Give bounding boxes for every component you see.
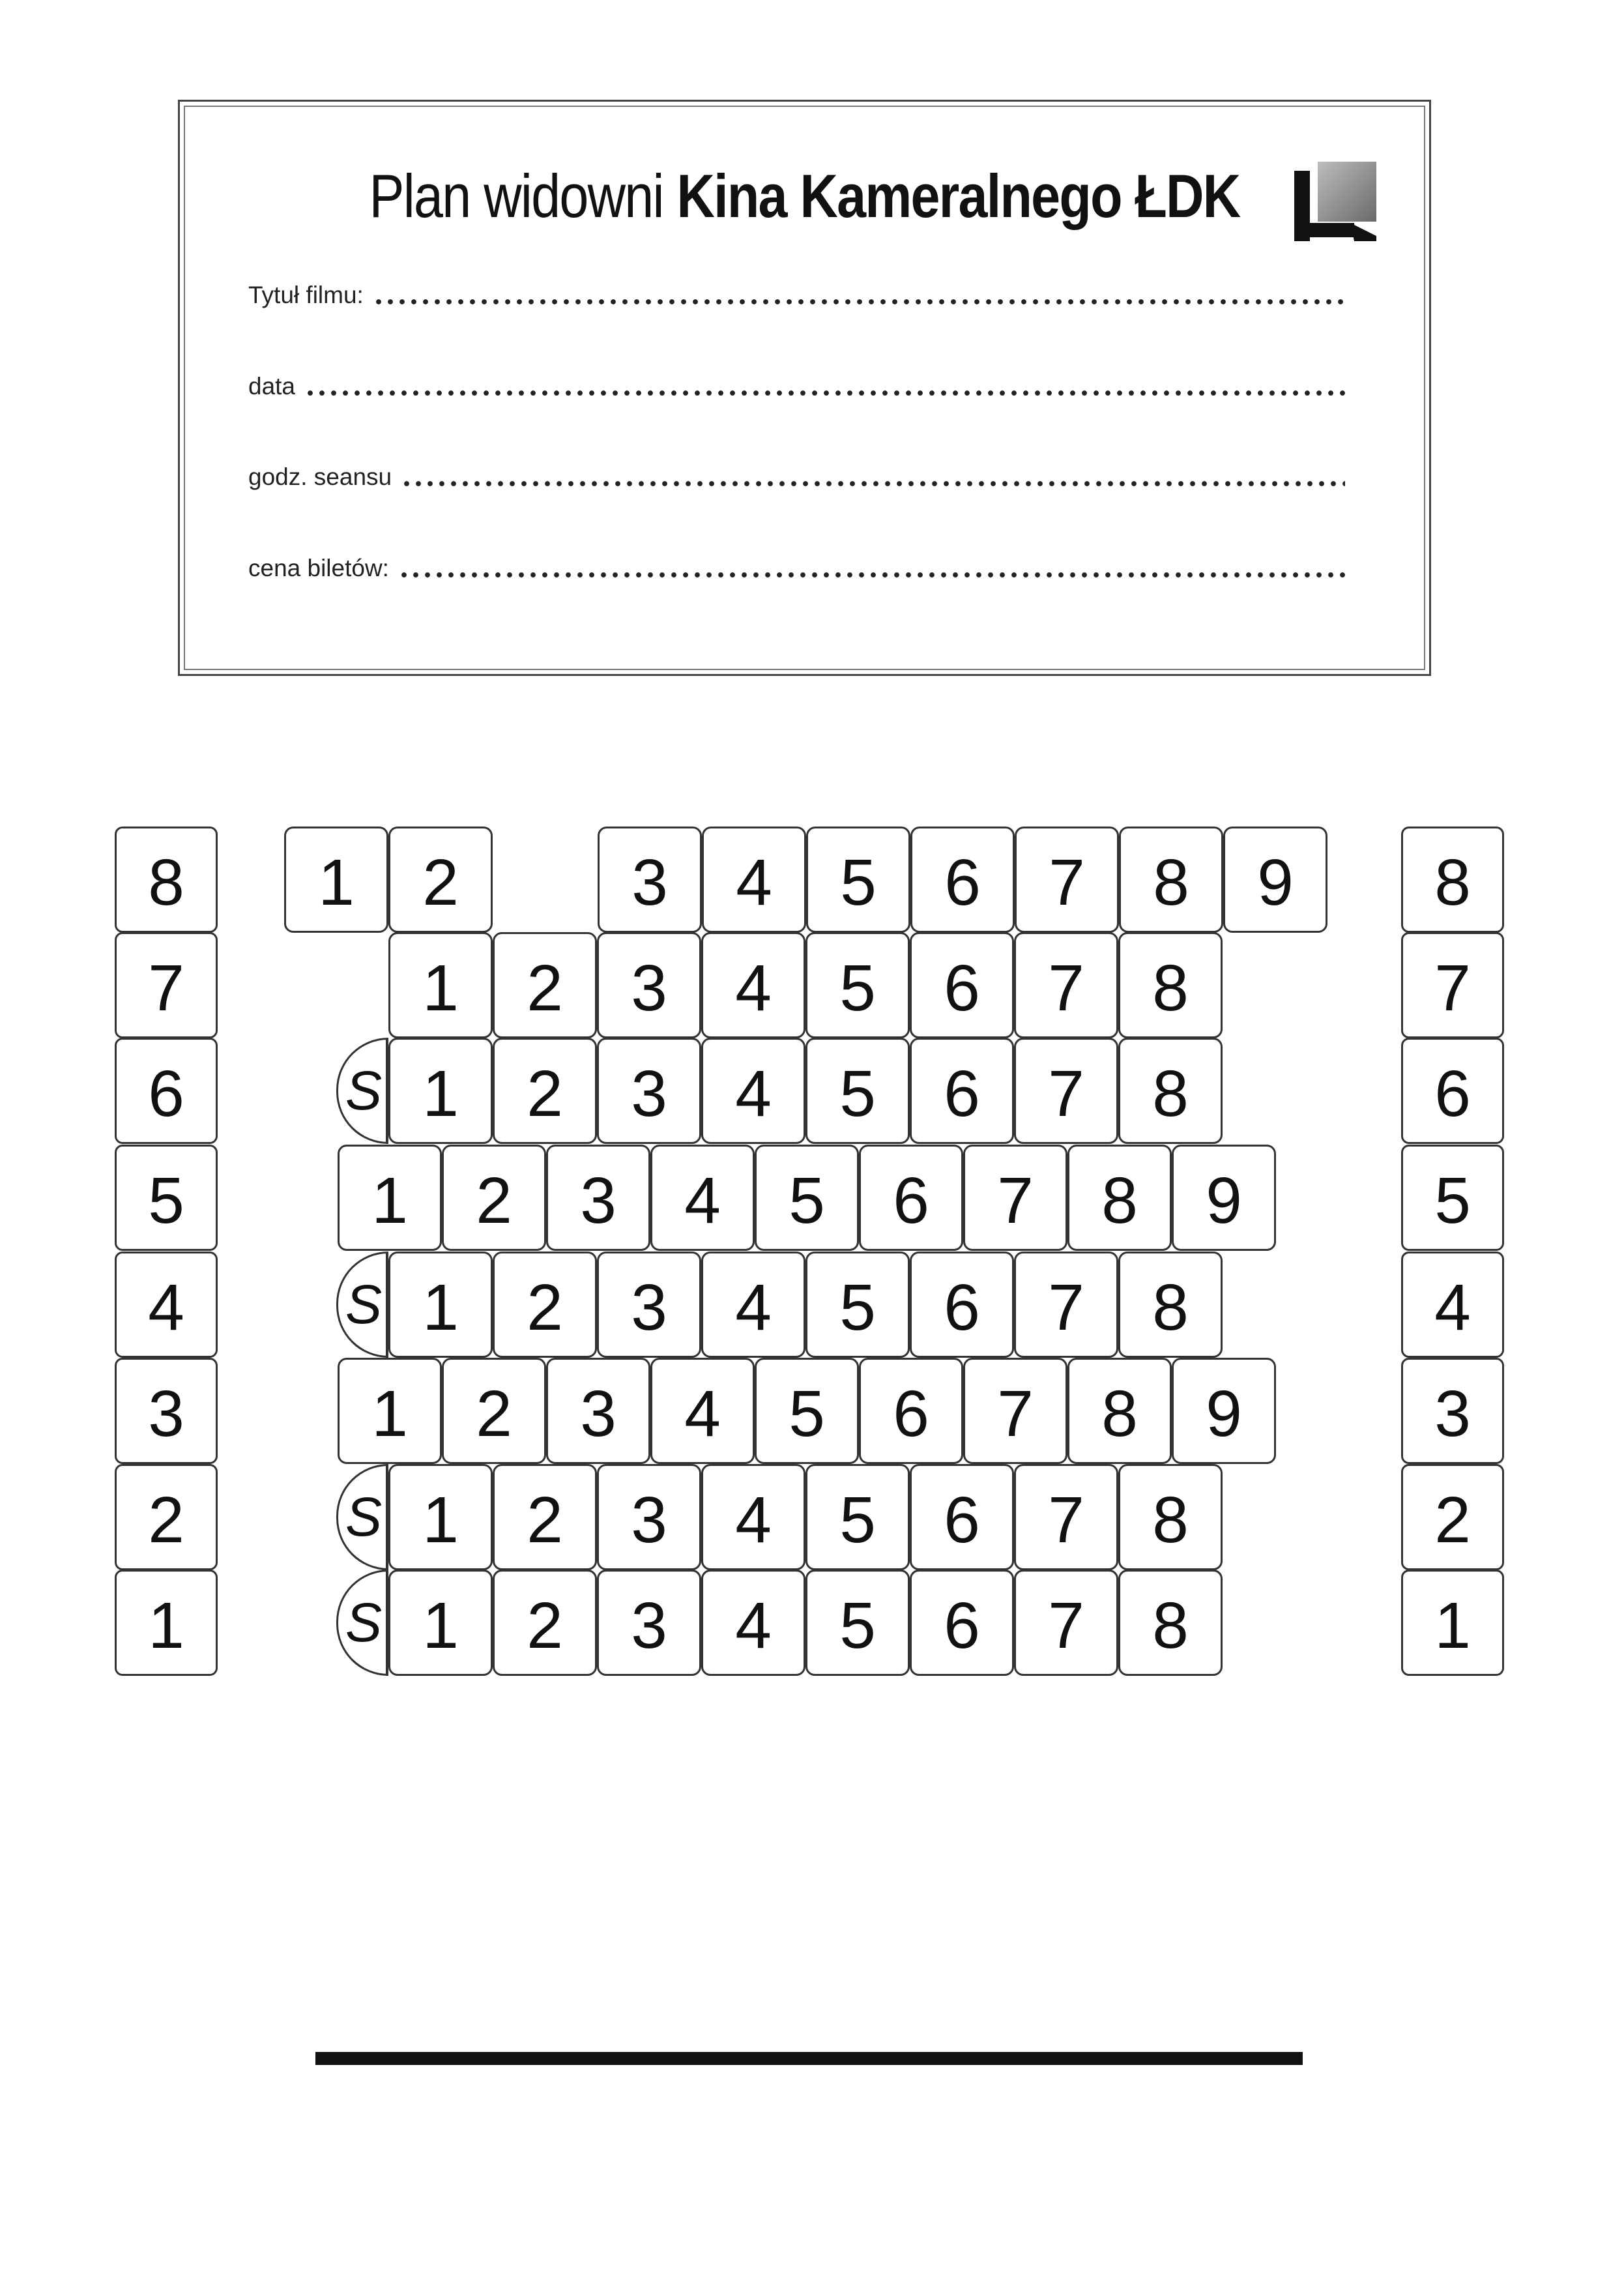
seat[interactable] <box>597 932 701 1038</box>
seat-number: 3 <box>631 1271 667 1344</box>
seat-number: 5 <box>789 1164 825 1237</box>
seat[interactable] <box>284 827 388 933</box>
seat[interactable] <box>597 1464 701 1570</box>
row-label-left-number: 4 <box>148 1271 184 1344</box>
seat[interactable] <box>1014 1464 1118 1570</box>
seat-number: 7 <box>1049 846 1085 919</box>
seat-number: 1 <box>318 846 355 919</box>
seat[interactable] <box>388 932 493 1038</box>
field-showtime-dots <box>401 480 1345 487</box>
seat-number: 4 <box>735 1271 772 1344</box>
seat[interactable] <box>910 1038 1014 1144</box>
seat[interactable] <box>1172 1145 1276 1251</box>
seat-number: 8 <box>1101 1164 1138 1237</box>
seat[interactable] <box>1118 1464 1223 1570</box>
row-label-right <box>1401 1464 1504 1570</box>
seat-number: 7 <box>1048 952 1084 1025</box>
seat-number: 8 <box>1152 1484 1189 1557</box>
seat[interactable] <box>701 1252 805 1358</box>
seat-number: 3 <box>631 1484 667 1557</box>
seat[interactable] <box>1223 827 1327 933</box>
seat-number: 8 <box>1101 1377 1138 1450</box>
seat[interactable] <box>1118 932 1223 1038</box>
seat[interactable] <box>701 1570 805 1676</box>
seat-number: 2 <box>476 1164 512 1237</box>
seat[interactable] <box>388 827 493 933</box>
seat-number: 2 <box>527 1271 563 1344</box>
row-label-left <box>115 1252 218 1358</box>
seat-number: 2 <box>527 1057 563 1130</box>
row-label-right-number: 8 <box>1434 846 1471 919</box>
seat-number: 8 <box>1152 1589 1189 1662</box>
seat-number: 2 <box>476 1377 512 1450</box>
seat[interactable] <box>910 932 1014 1038</box>
seat[interactable] <box>650 1145 755 1251</box>
seat[interactable] <box>701 932 805 1038</box>
seat[interactable] <box>963 1145 1067 1251</box>
seat[interactable] <box>805 1464 910 1570</box>
title-bold: Kina Kameralnego ŁDK <box>676 162 1240 230</box>
seat-number: 3 <box>580 1377 616 1450</box>
title-regular: Plan widowni <box>369 162 677 230</box>
seat[interactable] <box>1015 827 1119 933</box>
seat[interactable] <box>963 1358 1067 1464</box>
seat[interactable] <box>388 1038 493 1144</box>
seat-number: 8 <box>1152 1057 1189 1130</box>
row-label-left <box>115 1145 218 1251</box>
seat-number: 4 <box>736 846 772 919</box>
row-label-right <box>1401 932 1504 1038</box>
seat-number: 3 <box>631 1057 667 1130</box>
seat-number: 5 <box>839 1484 876 1557</box>
seat[interactable] <box>910 1464 1014 1570</box>
seat-number: 6 <box>944 1484 980 1557</box>
row-label-right-number: 7 <box>1434 952 1471 1025</box>
seat-number: 1 <box>422 1589 459 1662</box>
seat-number: 1 <box>422 1271 459 1344</box>
seat[interactable] <box>859 1358 963 1464</box>
special-seat[interactable]: S <box>336 1252 388 1358</box>
seat-number: 7 <box>997 1377 1034 1450</box>
special-seat[interactable]: S <box>336 1464 388 1570</box>
seat[interactable] <box>1067 1358 1172 1464</box>
seat-number: 8 <box>1152 952 1189 1025</box>
seat[interactable] <box>493 1570 597 1676</box>
row-label-left-number: 8 <box>148 846 184 919</box>
field-date[interactable] <box>248 364 1345 400</box>
seat-number: 5 <box>839 1271 876 1344</box>
seat[interactable] <box>546 1358 650 1464</box>
row-label-left <box>115 1038 218 1144</box>
field-showtime-label: godz. seansu <box>248 463 392 490</box>
row-label-left <box>115 1464 218 1570</box>
seat[interactable] <box>805 932 910 1038</box>
row-label-left-number: 6 <box>148 1057 184 1130</box>
seat[interactable] <box>1172 1358 1276 1464</box>
field-title-dots <box>373 299 1345 305</box>
seat-number: 1 <box>371 1377 408 1450</box>
row-label-left-number: 5 <box>148 1164 184 1237</box>
seat-number: 8 <box>1152 1271 1189 1344</box>
seat-number: 4 <box>735 1589 772 1662</box>
seat-number: 8 <box>1153 846 1189 919</box>
field-price[interactable] <box>248 546 1345 582</box>
seat-number: 5 <box>839 1057 876 1130</box>
seat-number: 2 <box>527 1589 563 1662</box>
row-label-right <box>1401 1038 1504 1144</box>
seat[interactable] <box>702 827 806 933</box>
seat-number: 1 <box>371 1164 408 1237</box>
seat-number: 7 <box>1048 1589 1084 1662</box>
seat-number: 7 <box>997 1164 1034 1237</box>
seat[interactable] <box>805 1038 910 1144</box>
row-label-left-number: 2 <box>148 1484 184 1557</box>
row-label-right-number: 5 <box>1434 1164 1471 1237</box>
seat-number: 1 <box>422 1057 459 1130</box>
seat[interactable] <box>597 1252 701 1358</box>
seat[interactable] <box>1067 1145 1172 1251</box>
seat[interactable] <box>859 1145 963 1251</box>
seat[interactable] <box>598 827 702 933</box>
seat[interactable] <box>338 1358 442 1464</box>
field-price-dots <box>398 572 1345 578</box>
seat-number: 2 <box>527 952 563 1025</box>
seat[interactable] <box>493 1038 597 1144</box>
seat-number: 9 <box>1257 846 1294 919</box>
seat-number: 9 <box>1206 1377 1242 1450</box>
seat[interactable] <box>650 1358 755 1464</box>
seat-number: 5 <box>789 1377 825 1450</box>
seat-number: 3 <box>631 952 667 1025</box>
row-label-left-number: 3 <box>148 1377 184 1450</box>
seat-number: 4 <box>684 1377 721 1450</box>
row-label-right-number: 1 <box>1434 1589 1471 1662</box>
seat-number: 6 <box>944 1589 980 1662</box>
seat[interactable] <box>597 1570 701 1676</box>
seat[interactable] <box>388 1252 493 1358</box>
seat[interactable] <box>806 827 910 933</box>
seat-number: 4 <box>684 1164 721 1237</box>
field-price-label: cena biletów: <box>248 555 389 581</box>
row-label-left-number: 1 <box>148 1589 184 1662</box>
field-date-label: data <box>248 373 296 400</box>
seat[interactable] <box>1118 1038 1223 1144</box>
seat[interactable] <box>910 1252 1014 1358</box>
row-label-right <box>1401 1145 1504 1251</box>
row-label-right <box>1401 827 1504 933</box>
row-label-right-number: 2 <box>1434 1484 1471 1557</box>
seat[interactable] <box>1014 1570 1118 1676</box>
special-seat[interactable]: S <box>336 1038 388 1144</box>
seat-number: 6 <box>944 846 981 919</box>
row-label-right-number: 6 <box>1434 1057 1471 1130</box>
seat-number: 7 <box>1048 1484 1084 1557</box>
row-label-right <box>1401 1358 1504 1464</box>
seat[interactable] <box>1118 1252 1223 1358</box>
seat[interactable] <box>805 1570 910 1676</box>
seat[interactable] <box>755 1358 859 1464</box>
header-box <box>178 100 1431 676</box>
seat[interactable] <box>1118 1570 1223 1676</box>
row-label-left <box>115 1358 218 1464</box>
seat[interactable] <box>910 827 1015 933</box>
ldk-logo-icon <box>1292 158 1379 242</box>
seat[interactable] <box>388 1464 493 1570</box>
seat-number: 6 <box>893 1377 929 1450</box>
field-title-label: Tytuł filmu: <box>248 282 364 308</box>
row-label-right-number: 4 <box>1434 1271 1471 1344</box>
special-seat[interactable]: S <box>336 1570 388 1676</box>
seat[interactable] <box>910 1570 1014 1676</box>
seat-number: 5 <box>840 846 877 919</box>
seat-number: 2 <box>422 846 459 919</box>
seat[interactable] <box>597 1038 701 1144</box>
row-label-left <box>115 932 218 1038</box>
seat-number: 9 <box>1206 1164 1242 1237</box>
seat[interactable] <box>1119 827 1223 933</box>
seat[interactable] <box>493 1464 597 1570</box>
seat-number: 5 <box>839 1589 876 1662</box>
seat-number: 4 <box>735 1057 772 1130</box>
seat[interactable] <box>1014 1252 1118 1358</box>
row-label-right <box>1401 1252 1504 1358</box>
seat-number: 3 <box>631 1589 667 1662</box>
seat-number: 1 <box>422 1484 459 1557</box>
seat-number: 7 <box>1048 1057 1084 1130</box>
row-label-right-number: 3 <box>1434 1377 1471 1450</box>
seat[interactable] <box>1014 1038 1118 1144</box>
seat-number: 6 <box>944 1057 980 1130</box>
seat[interactable] <box>442 1145 546 1251</box>
seat[interactable] <box>1014 932 1118 1038</box>
row-label-left <box>115 827 218 933</box>
screen-bar-icon <box>315 2052 1303 2065</box>
seat[interactable] <box>388 1570 493 1676</box>
seat-number: 6 <box>893 1164 929 1237</box>
seat[interactable] <box>493 1252 597 1358</box>
seat-number: 6 <box>944 952 980 1025</box>
seat[interactable] <box>338 1145 442 1251</box>
seat-number: 7 <box>1048 1271 1084 1344</box>
row-label-left <box>115 1570 218 1676</box>
seat-number: 4 <box>735 1484 772 1557</box>
seat[interactable] <box>701 1464 805 1570</box>
seat[interactable] <box>442 1358 546 1464</box>
row-label-right <box>1401 1570 1504 1676</box>
row-label-left-number: 7 <box>148 952 184 1025</box>
seat[interactable] <box>805 1252 910 1358</box>
seat[interactable] <box>546 1145 650 1251</box>
seat[interactable] <box>493 932 597 1038</box>
field-showtime[interactable] <box>248 454 1345 491</box>
seat-number: 6 <box>944 1271 980 1344</box>
seat-number: 2 <box>527 1484 563 1557</box>
page-title <box>267 160 1342 232</box>
seat[interactable] <box>701 1038 805 1144</box>
seat[interactable] <box>755 1145 859 1251</box>
field-date-dots <box>304 390 1345 396</box>
seat-number: 4 <box>735 952 772 1025</box>
seat-number: 5 <box>839 952 876 1025</box>
field-title[interactable] <box>248 272 1345 309</box>
seat-number: 3 <box>631 846 668 919</box>
seat-number: 1 <box>422 952 459 1025</box>
seat-number: 3 <box>580 1164 616 1237</box>
